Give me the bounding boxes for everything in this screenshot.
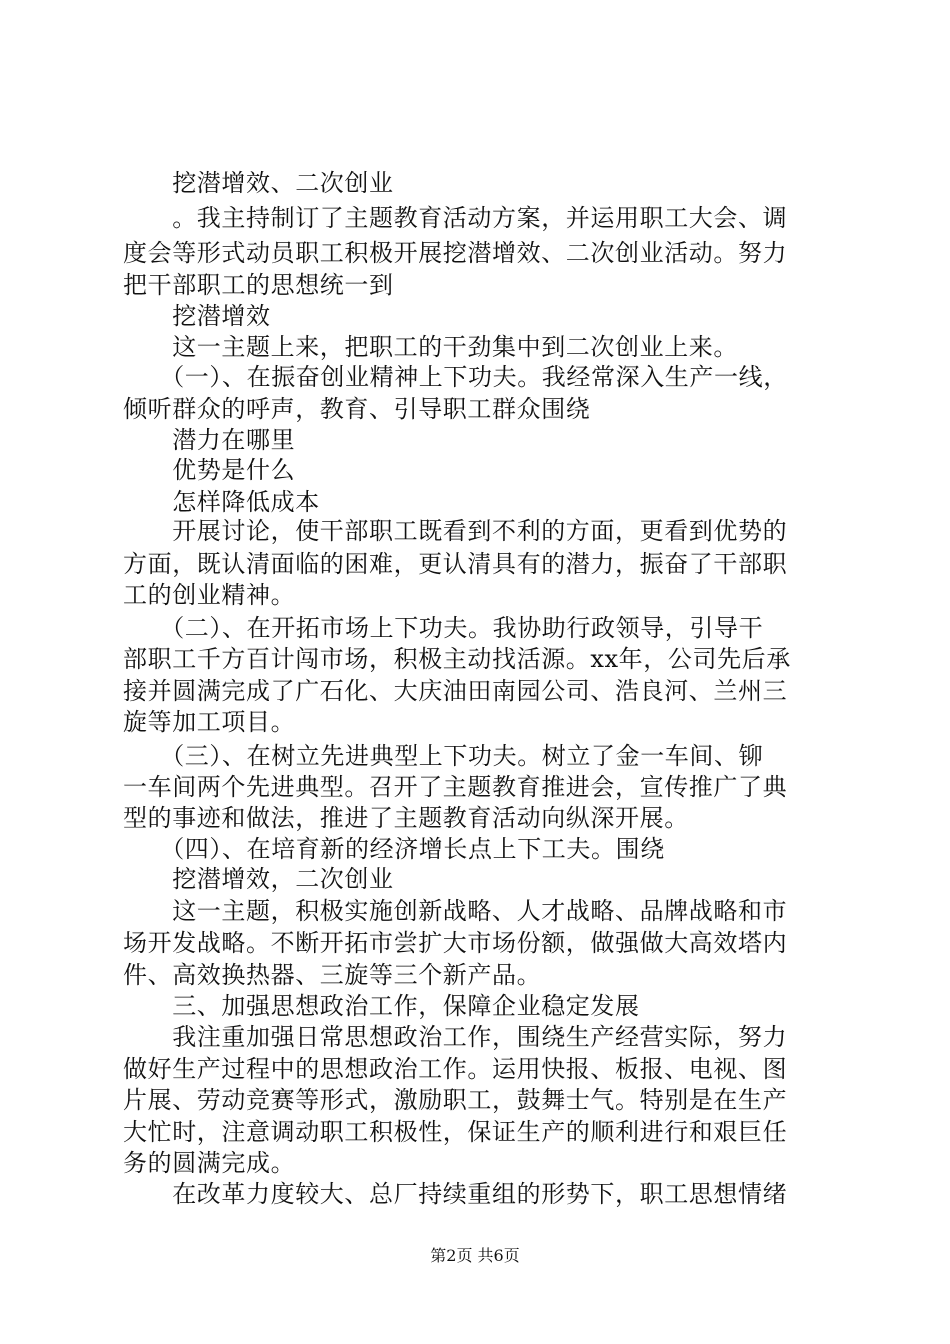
text-line: 在改革力度较大、总厂持续重组的形势下，职工思想情绪 <box>123 1180 788 1208</box>
text-line: 潜力在哪里 <box>123 426 296 454</box>
text-line: 部职工千方百计闯市场，积极主动找活源。xx年，公司先后承 <box>123 645 791 673</box>
text-line: 务的圆满完成。 <box>123 1149 296 1177</box>
text-line: 大忙时，注意调动职工积极性，保证生产的顺利进行和艰巨任 <box>123 1118 788 1146</box>
text-line: 件、高效换热器、三旋等三个新产品。 <box>123 961 542 989</box>
text-line: 。我主持制订了主题教育活动方案，并运用职工大会、调 <box>123 204 788 232</box>
text-line: 三、加强思想政治工作，保障企业稳定发展 <box>123 992 640 1020</box>
text-line: 旋等加工项目。 <box>123 708 296 736</box>
text-line: 开展讨论，使干部职工既看到不利的方面，更看到优势的 <box>123 517 788 545</box>
text-line: 把干部职工的思想统一到 <box>123 271 394 299</box>
text-line: 挖潜增效 <box>123 302 271 330</box>
text-line: （二）、在开拓市场上下功夫。我协助行政领导，引导干 <box>123 614 764 642</box>
text-line: 接并圆满完成了广石化、大庆油田南园公司、浩良河、兰州三 <box>123 677 788 705</box>
text-line: 挖潜增效，二次创业 <box>123 865 394 893</box>
text-line: 这一主题上来，把职工的干劲集中到二次创业上来。 <box>123 333 738 361</box>
text-line: 我注重加强日常思想政治工作，围绕生产经营实际，努力 <box>123 1023 788 1051</box>
text-line: 做好生产过程中的思想政治工作。运用快报、板报、电视、图 <box>123 1055 788 1083</box>
text-line: 优势是什么 <box>123 456 296 484</box>
text-line: （一）、在振奋创业精神上下功夫。我经常深入生产一线， <box>123 363 788 391</box>
text-line: 怎样降低成本 <box>123 488 320 516</box>
text-line: 型的事迹和做法，推进了主题教育活动向纵深开展。 <box>123 804 689 832</box>
text-line: 工的创业精神。 <box>123 581 296 609</box>
text-line: （三）、在树立先进典型上下功夫。树立了金一车间、铆 <box>123 742 764 770</box>
text-line: （四）、在培育新的经济增长点上下工夫。围绕 <box>123 835 665 863</box>
text-line: 片展、劳动竞赛等形式，激励职工，鼓舞士气。特别是在生产 <box>123 1086 788 1114</box>
text-line: 度会等形式动员职工积极开展挖潜增效、二次创业活动。努力 <box>123 239 788 267</box>
text-line: 场开发战略。不断开拓市尝扩大市场份额，做强做大高效塔内 <box>123 929 788 957</box>
text-line: 一车间两个先进典型。召开了主题教育推进会，宣传推广了典 <box>123 773 788 801</box>
page-number-footer: 第2页 共6页 <box>430 1246 520 1265</box>
text-line: 这一主题，积极实施创新战略、人才战略、品牌战略和市 <box>123 897 788 925</box>
text-line: 方面，既认清面临的困难，更认清具有的潜力，振奋了干部职 <box>123 550 788 578</box>
text-line: 挖潜增效、二次创业 <box>123 169 394 197</box>
text-line: 倾听群众的呼声，教育、引导职工群众围绕 <box>123 395 591 423</box>
